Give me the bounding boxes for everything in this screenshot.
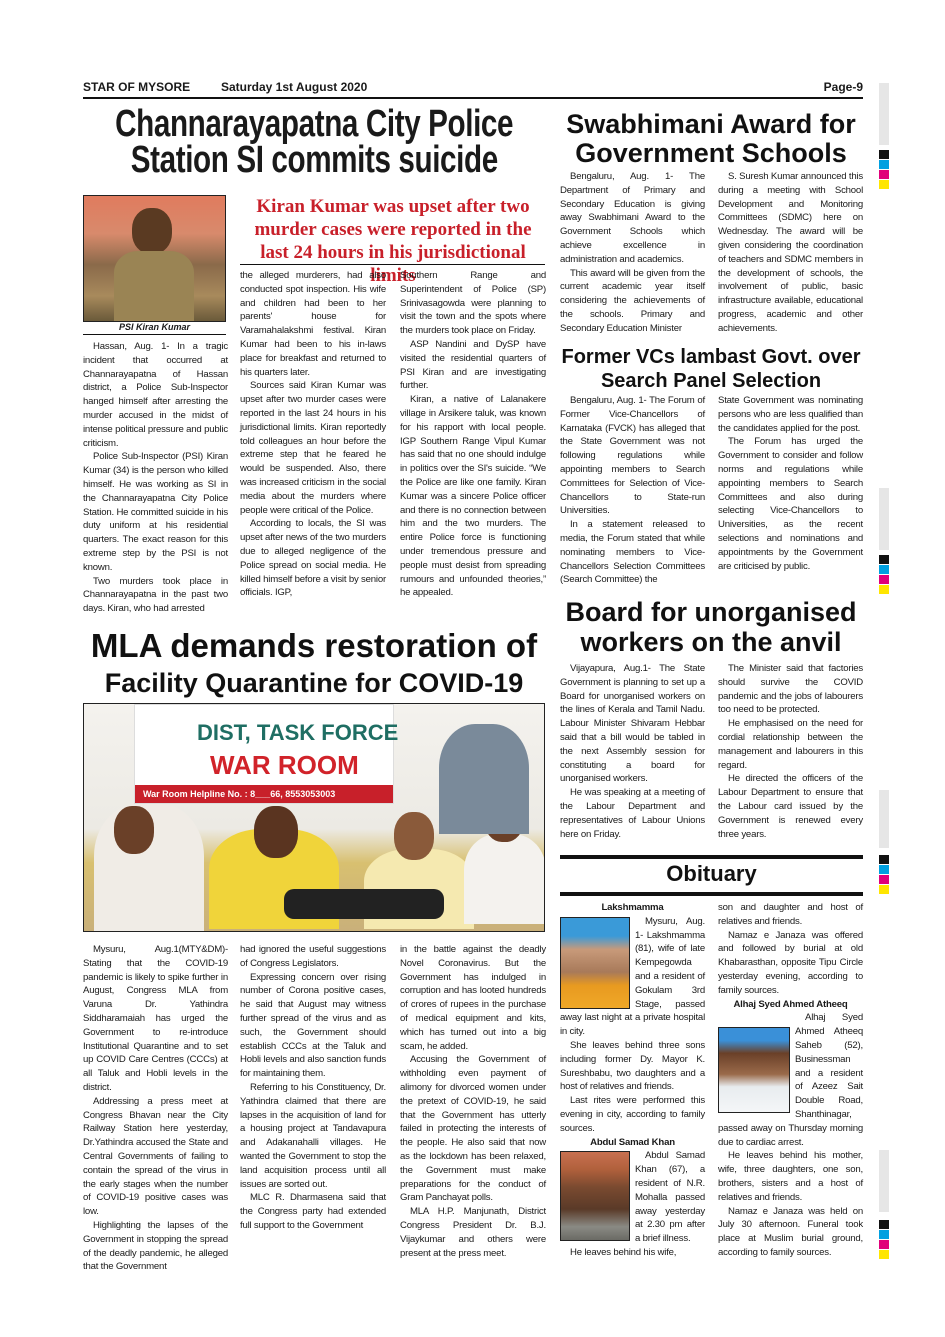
photo-caption: PSI Kiran Kumar	[118, 322, 191, 332]
obituary-name: Alhaj Syed Ahmed Atheeq	[733, 998, 848, 1010]
banner-helpline: War Room Helpline No. : 8___66, 8553053003	[135, 785, 393, 803]
paragraph: Alhaj Syed Ahmed Atheeq Saheb (52), Businessman and a resident of Azeez Sait Double Road, Shanthinagar, passed away on Thursday morning due to cardiac arrest.	[718, 1012, 863, 1148]
registration-yellow-swatch	[879, 585, 889, 594]
registration-magenta-swatch	[879, 575, 889, 584]
paragraph: He directed the officers of the Labour Department to ensure that the Labour card issued by the Government is renewed every three years.	[718, 773, 863, 840]
headline-line: Swabhimani Award for	[566, 109, 856, 139]
paragraph: Bengaluru, Aug. 1- The Department of Primary and Secondary Education is giving away Swabhimani Award to the Government Schools which achieve excellence in administration and academics.	[560, 171, 705, 265]
paragraph: This award will be given from the current academic year itself considering the achievements of the schools. Primary and Secondary Education Minister	[560, 267, 705, 334]
paragraph: Southern Range and Superintendent of Police (SP) Srinivasagowda were planning to visit the town and the spots where the murders took place on Friday.	[400, 270, 546, 337]
paragraph: According to locals, the SI was upset after news of the two murders due to alleged negligence of the Police spread on social media. He killed himself before a visit by senior officials. IGP,	[240, 518, 386, 599]
swabhimani-headline	[558, 110, 864, 168]
board-headline	[558, 597, 864, 657]
paragraph: Referring to his Constituency, Dr. Yathindra claimed that there are lapses in the acquisition of land for a housing project at Tandavapura and Adakanahalli villages. He wanted the Government to stop the land acquisition process until all issues are sorted out.	[240, 1081, 386, 1190]
banner-line: DIST, TASK FORCE	[197, 720, 399, 745]
paragraph: Addressing a press meet at Congress Bhavan near the City Railway Station here yesterday, Dr.Yathindra accused the State and Central Governments of failing to contain the spread of the virus in the early stages when the number of COVID-19 positive cases was low.	[83, 1095, 228, 1218]
registration-magenta-swatch	[879, 1240, 889, 1249]
registration-cyan-swatch	[879, 865, 889, 874]
headline-line: workers on the anvil	[580, 627, 842, 657]
vcs-column-1	[560, 394, 705, 587]
war-room-banner	[134, 704, 399, 804]
police-subheadline: Kiran Kumar was upset after two murder cases were reported in the last 24 hours in his jurisdictional limits	[254, 196, 532, 286]
paragraph: ASP Nandini and DySP have visited the residential quarters of PSI Kiran and are investigating further.	[400, 338, 546, 392]
banner-line: WAR ROOM	[210, 750, 359, 780]
caption-rule	[83, 334, 226, 335]
obituary-column-2	[718, 901, 863, 1260]
masthead	[83, 80, 863, 96]
paragraph: Namaz e Janaza was held on July 30 afternoon. Funeral took place at Muslim burial ground, according to family sources.	[718, 1205, 863, 1258]
headline-line: Former VCs lambast Govt. over	[561, 346, 861, 368]
vcs-headline	[558, 345, 864, 393]
registration-yellow-swatch	[879, 180, 889, 189]
registration-black-swatch	[879, 1220, 889, 1229]
police-headline	[83, 103, 545, 190]
obituary-name: Abdul Samad Khan	[590, 1136, 675, 1148]
paragraph: son and daughter and host of relatives and friends.	[718, 902, 863, 927]
registration-cyan-swatch	[879, 1230, 889, 1239]
subhead-rule	[240, 264, 545, 265]
vcs-column-2	[718, 394, 863, 573]
masthead-rule	[83, 97, 863, 99]
registration-cyan-swatch	[879, 565, 889, 574]
obituary-column-1	[560, 901, 705, 1260]
kiran-kumar-photo	[83, 195, 226, 322]
registration-yellow-swatch	[879, 1250, 889, 1259]
paragraph: Hassan, Aug. 1- In a tragic incident that occurred at Channarayapatna of Hassan district, a Police Sub-Inspector hanged himself after arresting the murder accused in the midst of intense political pressure and public criticism.	[83, 341, 228, 449]
paragraph: She leaves behind three sons including former Dy. Mayor K. Sureshbabu, two daughters and a host of relatives and friends.	[560, 1039, 705, 1093]
paragraph: Mysuru, Aug.1(MTY&DM)- Stating that the COVID-19 pandemic is likely to spike further in August, Congress MLA from Varuna Dr. Yathindra Siddharamaiah has urged the Government to re-introduce Institutional Quarantine and to set up COVID Care Centres (CCCs) at all Taluk and Hobli levels in the district.	[83, 944, 228, 1093]
headline-line: Government Schools	[575, 138, 847, 168]
paragraph: MLC R. Dharmasena said that the Congress party had extended full support to the Government	[240, 1192, 386, 1231]
registration-gray-bar	[879, 488, 889, 550]
obituary-name: Lakshmamma	[601, 902, 664, 913]
page-number: Page-9	[823, 80, 863, 94]
mla-headline: MLA demands restoration of	[90, 627, 538, 664]
police-column-1	[83, 340, 228, 616]
paper-name: STAR OF MYSORE	[83, 80, 191, 94]
paragraph: Highlighting the lapses of the Government in stopping the spread of the deadly pandemic, he alleged that the Government	[83, 1219, 228, 1273]
registration-yellow-swatch	[879, 885, 889, 894]
paragraph: Kiran, a native of Lalanakere village in Arsikere taluk, was known for his rapport with local people. IGP Southern Range Vipul Kumar has said that no one should indulge in politics over the SI's suicide. “We the Police are like one family. Kiran Kumar was a sincere Police officer and there is no connection between him and the two murders. The entire Police force is functioning under tremendous pressure and people must desist from spreading rumours and unfounded theories,” he appealed.	[400, 394, 546, 599]
registration-magenta-swatch	[879, 875, 889, 884]
paragraph: The Forum has urged the Government to consider and follow norms and regulations while appointing members to Search Committees and also during selecting Vice-Chancellors to Universities, as the recent selections and nominations and appointments by the Government are criticised by public.	[718, 436, 863, 572]
headline-line: Search Panel Selection	[600, 370, 822, 392]
paragraph: Mysuru, Aug. 1- Lakshmamma (81), wife of late Kempegowda and a resident of Gokulam 3rd Stage, passed away last night at a private hospital in city.	[560, 915, 705, 1038]
mla-column-2	[240, 943, 386, 1233]
mla-column-1	[83, 943, 228, 1274]
paragraph: Vijayapura, Aug.1- The State Government is planning to set up a Board for unorganised workers on the lines of Kerala and Tamil Nadu. Labour Minister Shivaram Hebbar said that a bill would be tabled in the next Assembly session for constituting a board for unorganised workers.	[560, 663, 705, 785]
registration-cyan-swatch	[879, 160, 889, 169]
paragraph: S. Suresh Kumar announced this during a meeting with School Development and Monitoring Committees (SDMC) here on Wednesday. The award will be given considering the coordination of teachers and SDMC members in the development of schools, the involvement of public, basic infrastructure available, educational progress, academic and other achievements.	[718, 171, 863, 334]
mla-column-3	[400, 943, 546, 1260]
obituary-top-rule	[560, 855, 863, 859]
headline-line: Channarayapatna City Police	[115, 103, 513, 145]
lakshmamma-photo	[560, 917, 630, 1009]
registration-black-swatch	[879, 555, 889, 564]
paragraph: State Government was nominating persons who are less qualified than the candidates applied for the post.	[718, 395, 863, 434]
registration-gray-bar	[879, 1150, 889, 1212]
swabhimani-column-2	[718, 170, 863, 336]
paragraph: Bengaluru, Aug. 1- The Forum of Former Vice-Chancellors of Karnataka (FVCK) has alleged that the State Government was not following regulations while appointing members to Search Committees for Selection of Vice-Chancellors to State-run Universities.	[560, 395, 705, 517]
paragraph: Sources said Kiran Kumar was upset after two murder cases were reported in the last 24 hours in his jurisdictional limits. Kiran reportedly told colleagues an hour before the extreme step that he feared he would be suspended. Also, there was increased criticism in the social media about the murders where people were critical of the Police.	[240, 380, 386, 516]
paragraph: Accusing the Government of withholding even payment of alimony for divorced women under the pretext of COVID-19, he said that the Government has utterly failed in protecting the interests of the people. He also said that now as the lockdown has been relaxed, the Government must make preparations for the conduct of Gram Panchayat polls.	[400, 1054, 546, 1204]
registration-gray-bar	[879, 790, 889, 848]
paragraph: Namaz e Janaza was offered and followed by burial at old Khabarasthan, opposite Tipu Circle yesterday evening, according to family sources.	[718, 929, 863, 996]
paragraph: He was speaking at a meeting of the Labour Department and representatives of Labour Unions here on Friday.	[560, 787, 705, 840]
paragraph: in the battle against the deadly Novel Coronavirus. But the Government has indulged in corruption and has looted hundreds of crores of rupees in the purchase of medical equipment and kits, which has turned out into a big scam, he added.	[400, 944, 546, 1052]
police-column-2	[240, 269, 386, 600]
abdul-samad-khan-photo	[560, 1151, 630, 1241]
paragraph: Expressing concern over rising number of Corona positive cases, he said that August may witness further spread of the virus and as such, the Government should establish CCCs at the Taluk and Hobli levels and also sanction funds for maintaining them.	[240, 971, 386, 1080]
registration-magenta-swatch	[879, 170, 889, 179]
paragraph: He leaves behind his mother, wife, three daughters, one son, brothers, sisters and a host of relatives and friends.	[718, 1150, 863, 1203]
paragraph: MLA H.P. Manjunath, District Congress President Dr. B.J. Vijaykumar and others were present at the press meet.	[400, 1206, 546, 1259]
paragraph: He emphasised on the need for cordial relationship between the management and labourers in this regard.	[718, 718, 863, 771]
mla-subheadline: Facility Quarantine for COVID-19	[104, 668, 524, 698]
board-column-2	[718, 662, 863, 841]
registration-black-swatch	[879, 150, 889, 159]
paragraph: Abdul Samad Khan (67), a resident of N.R. Mohalla passed away yesterday at 2.30 pm after a brief illness.	[635, 1150, 705, 1245]
paragraph: Last rites were performed this evening in city, according to family sources.	[560, 1095, 705, 1134]
board-column-1	[560, 662, 705, 841]
paragraph: Two murders took place in Channarayapatna in the past two days. Kiran, who had arrested	[83, 575, 228, 615]
paragraph: the alleged murderers, had also conducted spot inspection. His wife and children had been to her parents' house for Varamahalakshmi festival. Kiran Kumar had been to his in-laws place for breakfast and returned to his quarters later.	[240, 270, 386, 378]
headline-line: Station SI commits suicide	[130, 139, 498, 181]
police-column-3	[400, 269, 546, 600]
paragraph: Police Sub-Inspector (PSI) Kiran Kumar (34) is the person who killed himself. He was working as SI in the Channarayapatna City Police Station. He committed suicide in his duty uniform at his residential quarters. The exact reason for this extreme step by the PSI is not known.	[83, 451, 228, 573]
syed-ahmed-atheeq-photo	[718, 1027, 790, 1113]
paragraph: had ignored the useful suggestions of Congress Legislators.	[240, 944, 386, 969]
paragraph: The Minister said that factories should survive the COVID pandemic and the jobs of labourers too need to be protected.	[718, 663, 863, 716]
obituary-bottom-rule	[560, 892, 863, 896]
registration-gray-bar	[879, 83, 889, 145]
issue-date: Saturday 1st August 2020	[221, 80, 368, 94]
obituary-title: Obituary	[666, 861, 757, 886]
swabhimani-column-1	[560, 170, 705, 336]
registration-black-swatch	[879, 855, 889, 864]
press-meet-photo	[83, 703, 545, 932]
paragraph: In a statement released to media, the Forum stated that while nominating members to Vice-Chancellors Selection Committees (Search Committee) the	[560, 519, 705, 586]
headline-line: Board for unorganised	[565, 597, 857, 627]
paragraph: He leaves behind his wife,	[570, 1246, 677, 1258]
